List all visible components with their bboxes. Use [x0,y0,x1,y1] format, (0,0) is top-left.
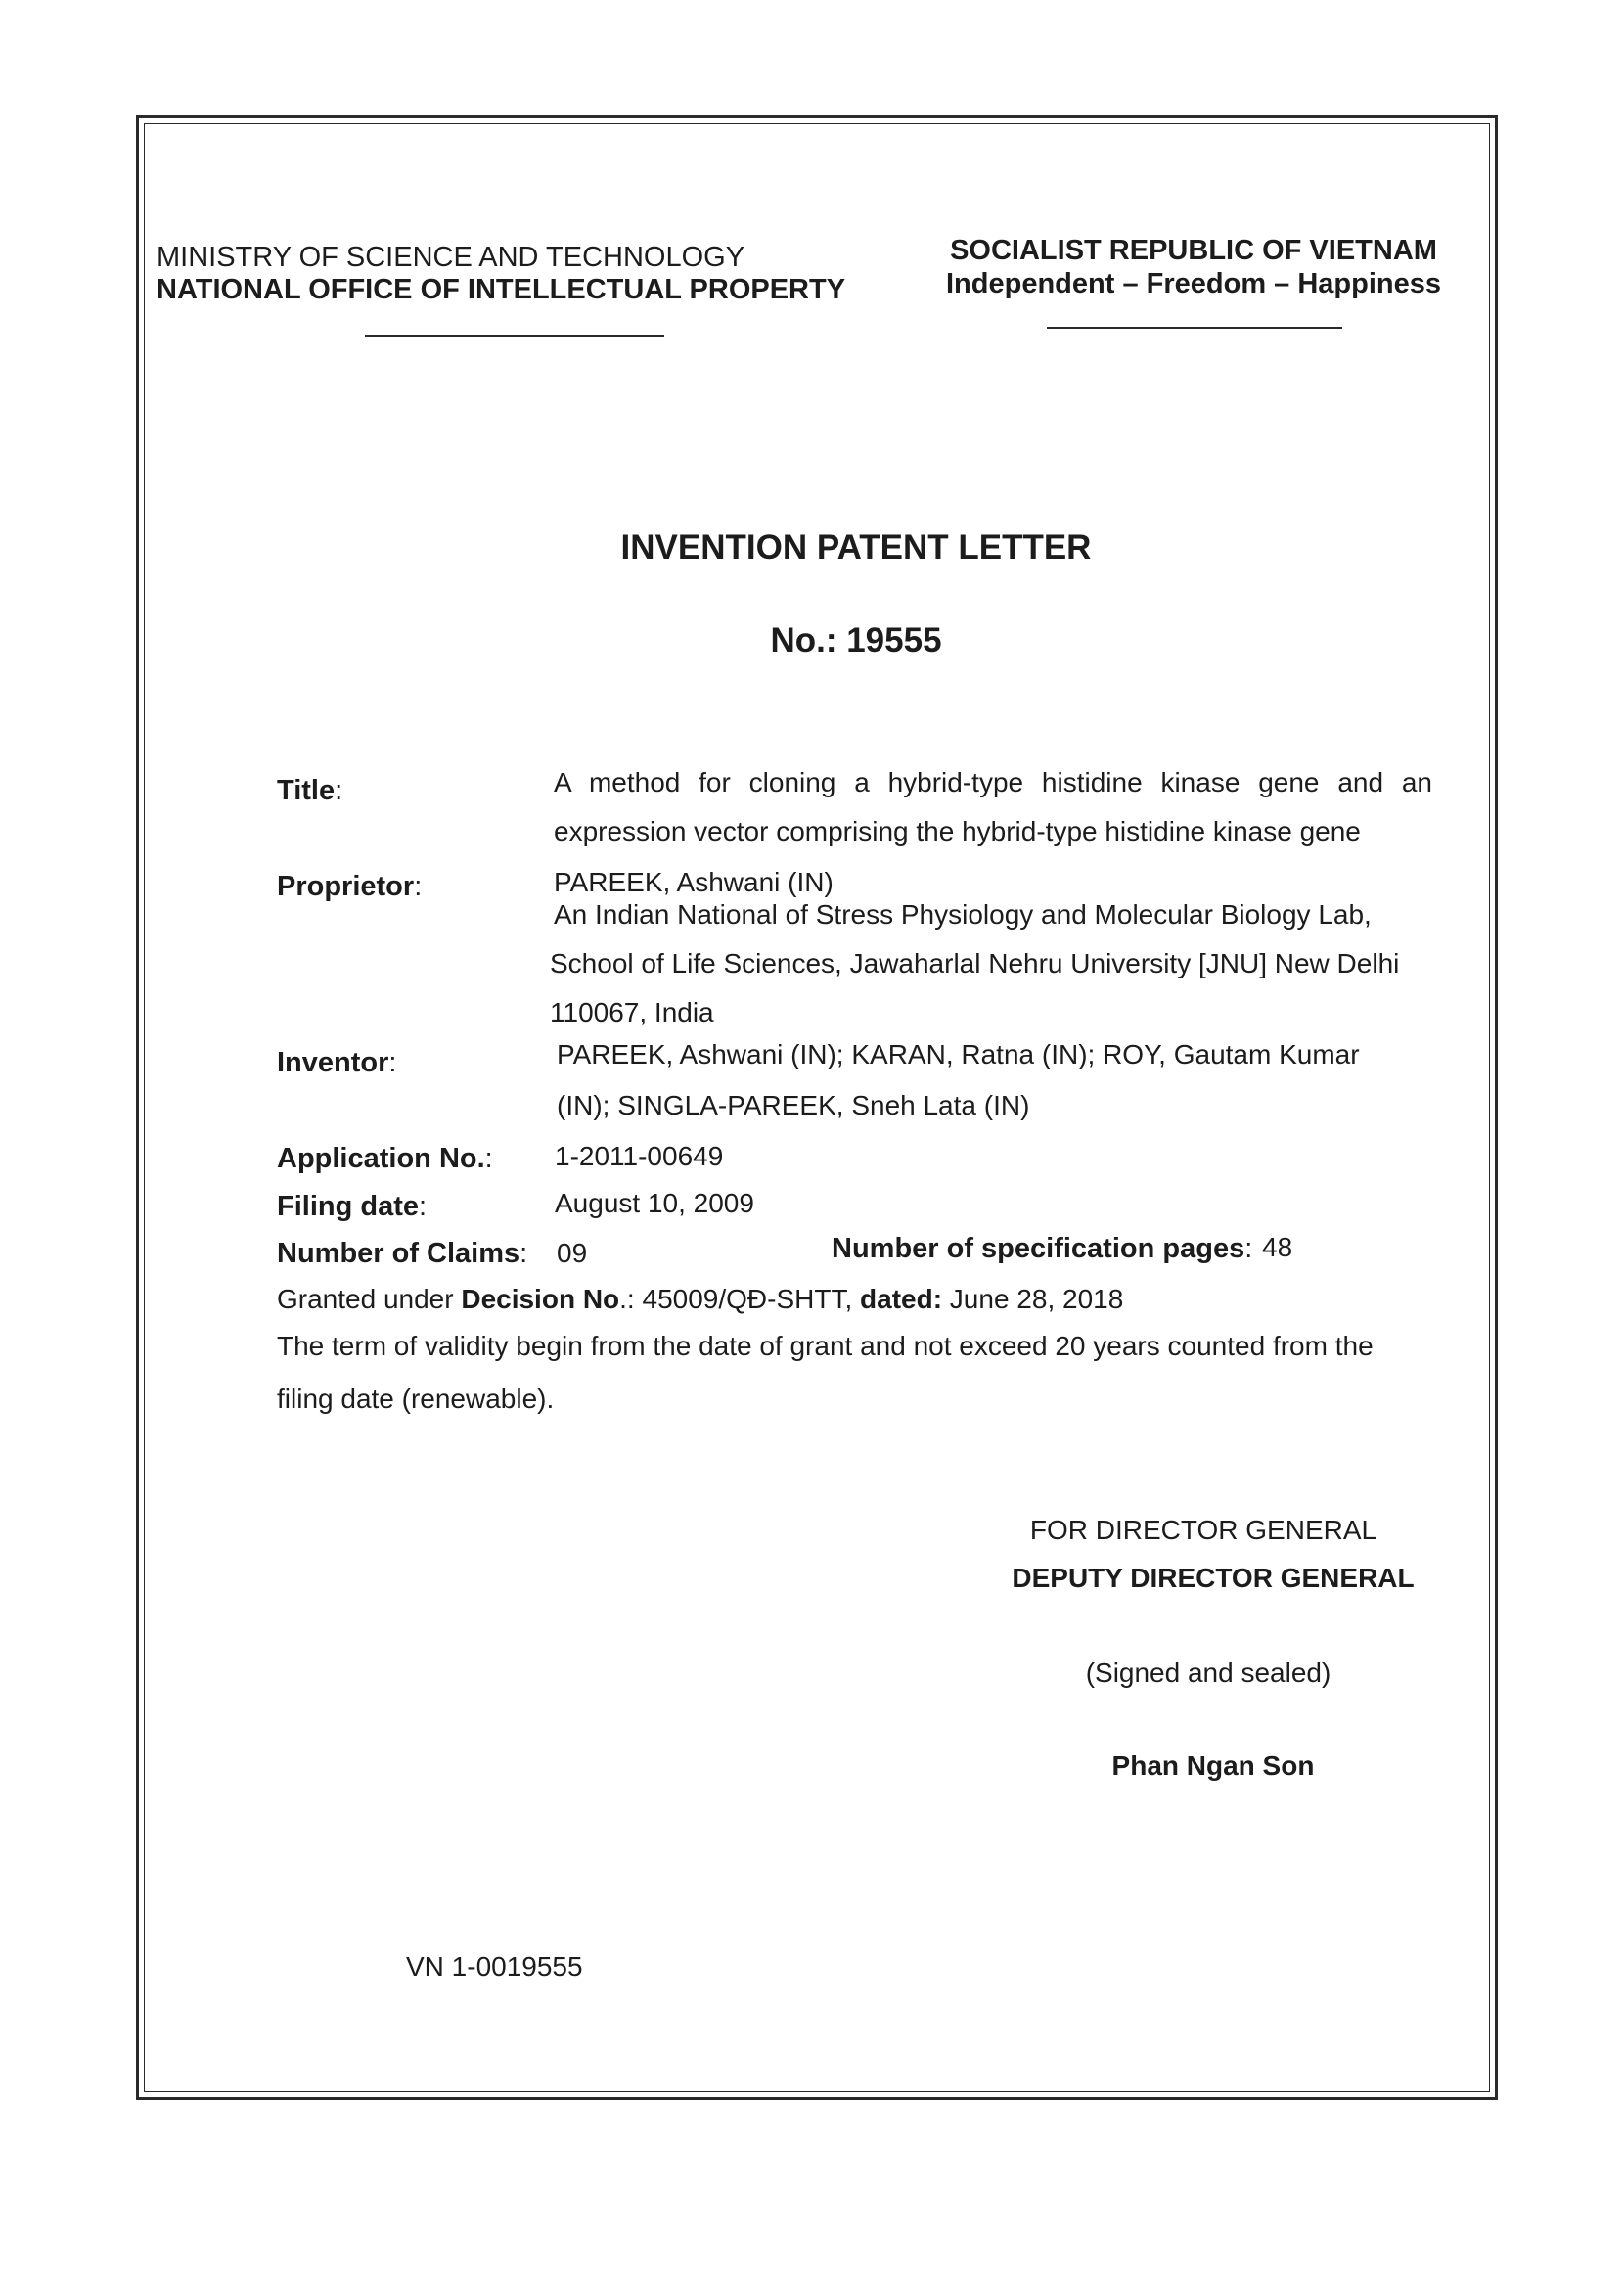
country-name: SOCIALIST REPUBLIC OF VIETNAM [950,235,1437,266]
validity-line2: filing date (renewable). [277,1384,555,1414]
claims-value: 09 [557,1238,588,1268]
for-director-general: FOR DIRECTOR GENERAL [1029,1515,1377,1545]
claims-label: Number of Claims: [277,1238,528,1269]
title-value-line1: A method for cloning a hybrid-type histidine kinase gene and an [554,767,1432,797]
application-label: Application No.: [277,1143,493,1174]
title-value-line2: expression vector comprising the hybrid-type histidine kinase gene [554,816,1361,846]
document-title: INVENTION PATENT LETTER [620,528,1092,567]
title-label: Title: [277,775,343,806]
filing-date-value: August 10, 2009 [555,1188,754,1218]
inventor-label: Inventor: [277,1047,397,1078]
inventor-line2: (IN); SINGLA-PAREEK, Sneh Lata (IN) [557,1090,1030,1120]
proprietor-line3: School of Life Sciences, Jawaharlal Nehru University [JNU] New Delhi [550,948,1400,978]
national-motto: Independent – Freedom – Happiness [946,268,1441,299]
office-name: NATIONAL OFFICE OF INTELLECTUAL PROPERTY [157,274,846,305]
header-left-underline [365,335,664,337]
validity-line1: The term of validity begin from the date of grant and not exceed 20 years counted from the [277,1331,1374,1361]
inventor-line1: PAREEK, Ashwani (IN); KARAN, Ratna (IN); ROY, Gautam Kumar [557,1039,1360,1069]
signed-sealed-note: (Signed and sealed) [1085,1658,1331,1688]
filing-date-label: Filing date: [277,1191,428,1222]
application-value: 1-2011-00649 [555,1141,724,1171]
proprietor-line2: An Indian National of Stress Physiology and Molecular Biology Lab, [554,899,1372,930]
spec-pages-value: 48 [1262,1232,1293,1262]
patent-number: No.: 19555 [770,621,942,660]
granted-line: Granted under Decision No.: 45009/QĐ-SHTT, dated: June 28, 2018 [277,1284,1124,1314]
proprietor-line1: PAREEK, Ashwani (IN) [554,867,834,897]
proprietor-line4: 110067, India [550,997,714,1027]
signatory-name: Phan Ngan Son [1111,1751,1315,1781]
ministry-name: MINISTRY OF SCIENCE AND TECHNOLOGY [157,242,745,273]
spec-pages-label: Number of specification pages: [832,1233,1253,1264]
reference-number: VN 1-0019555 [406,1951,583,1981]
proprietor-label: Proprietor: [277,871,423,902]
deputy-director-title: DEPUTY DIRECTOR GENERAL [1012,1563,1415,1593]
header-right-underline [1047,327,1342,329]
